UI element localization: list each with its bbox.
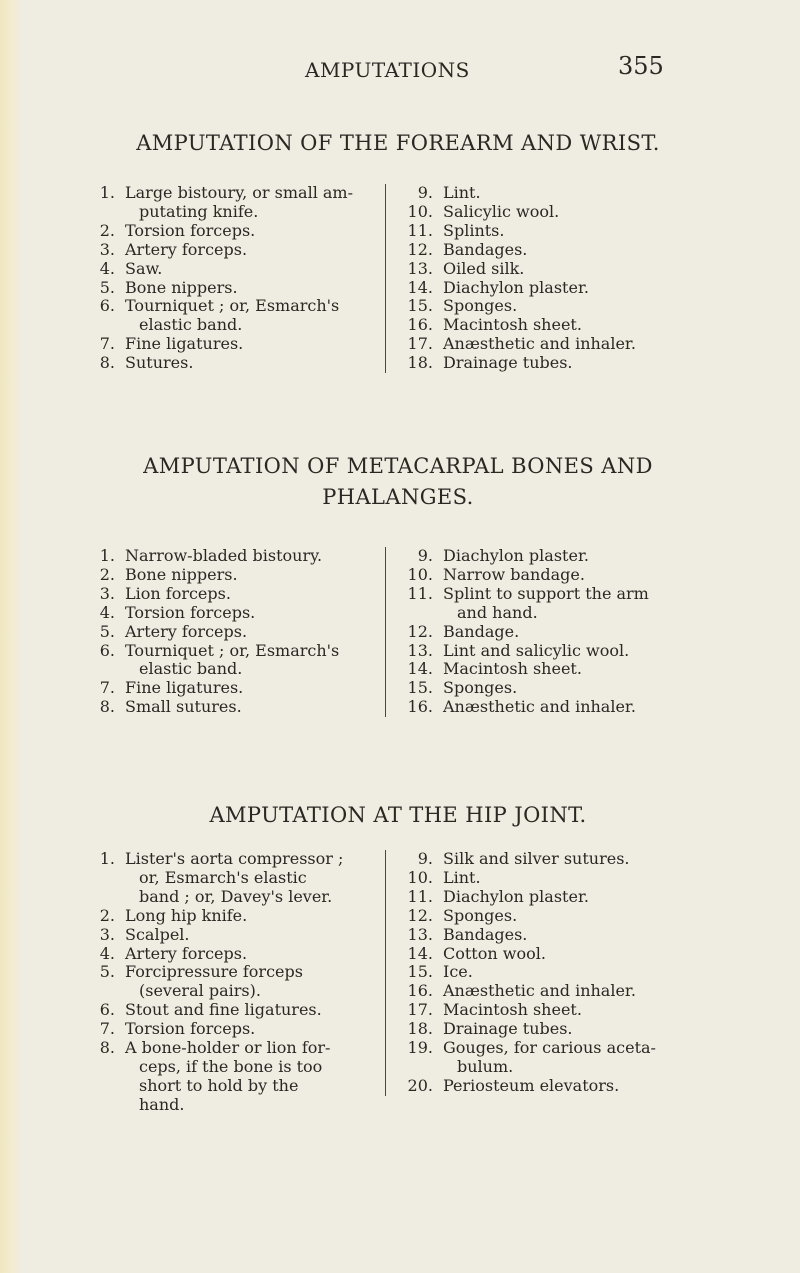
item-text — [125, 945, 372, 964]
section-title — [18, 451, 778, 513]
item-number: 3. — [99, 583, 115, 603]
item-number: 9. — [417, 849, 433, 868]
item-number: 6. — [99, 1000, 115, 1020]
item-text — [443, 547, 710, 566]
list-item — [400, 241, 710, 260]
item-text-line: Salicylic wool. — [443, 201, 560, 221]
item-text — [443, 203, 710, 222]
running-head — [0, 52, 800, 92]
instrument-list-left — [82, 547, 372, 717]
item-text-line: Tourniquet ; or, Esmarch's — [125, 296, 340, 316]
item-text — [443, 888, 710, 907]
list-item — [82, 679, 372, 698]
list-item — [82, 850, 372, 907]
item-text — [443, 354, 710, 373]
item-text-line: Narrow bandage. — [443, 564, 585, 584]
item-text — [125, 260, 372, 279]
item-text-line: hand. — [139, 1094, 185, 1114]
item-text — [443, 869, 710, 888]
item-text-line: Splint to support the arm — [443, 583, 649, 603]
item-text-line: Stout and fine ligatures. — [125, 1000, 322, 1020]
item-text — [125, 698, 372, 717]
item-text-line: Bandage. — [443, 621, 520, 641]
section-title: AMPUTATION AT THE HIP JOINT. — [209, 803, 587, 827]
item-text-line: Bandages. — [443, 239, 528, 259]
item-text — [443, 982, 710, 1001]
item-number: 9. — [417, 546, 433, 565]
list-item — [400, 1039, 710, 1077]
item-number: 4. — [99, 258, 115, 278]
list-item — [400, 260, 710, 279]
section-title-line: AMPUTATION OF METACARPAL BONES AND — [143, 454, 653, 478]
item-number: 10. — [407, 564, 433, 584]
item-text-line: Long hip knife. — [125, 905, 248, 925]
item-text — [443, 907, 710, 926]
item-number: 6. — [99, 296, 115, 316]
item-number: 14. — [407, 943, 433, 963]
item-text — [443, 698, 710, 717]
item-text-line: Fine ligatures. — [125, 678, 244, 698]
item-text-line: bulum. — [457, 1056, 514, 1076]
item-text — [125, 585, 372, 604]
item-number: 9. — [417, 183, 433, 202]
item-text — [125, 335, 372, 354]
item-number: 14. — [407, 277, 433, 297]
item-text-line: Oiled silk. — [443, 258, 525, 278]
item-text-line: Lint. — [443, 867, 481, 887]
item-text-line: Diachylon plaster. — [443, 546, 589, 565]
list-item — [400, 869, 710, 888]
list-item — [400, 623, 710, 642]
item-text-line: Artery forceps. — [125, 239, 248, 259]
list-item — [400, 926, 710, 945]
item-text — [125, 907, 372, 926]
list-item — [400, 222, 710, 241]
item-number: 3. — [99, 924, 115, 944]
item-number: 1. — [99, 546, 115, 565]
item-text-line: Sponges. — [443, 296, 518, 316]
item-number: 7. — [99, 334, 115, 354]
item-text — [125, 547, 372, 566]
item-text-line: Sponges. — [443, 905, 518, 925]
instrument-list-right — [385, 850, 710, 1096]
item-text-line: Sponges. — [443, 678, 518, 698]
item-text-line: Forcipressure forceps — [125, 962, 303, 982]
item-text-line: Gouges, for carious aceta- — [443, 1038, 656, 1058]
list-item — [82, 184, 372, 222]
item-text — [443, 642, 710, 661]
item-text — [443, 297, 710, 316]
list-item — [82, 642, 372, 680]
item-text-line: Large bistoury, or small am- — [125, 183, 354, 202]
item-text-line: Silk and silver sutures. — [443, 849, 630, 868]
item-text — [443, 241, 710, 260]
list-item — [82, 963, 372, 1001]
item-number: 10. — [407, 867, 433, 887]
item-text-line: Torsion forceps. — [125, 602, 256, 622]
item-number: 5. — [99, 962, 115, 982]
item-text — [443, 335, 710, 354]
list-item — [400, 566, 710, 585]
item-text-line: elastic band. — [139, 659, 243, 679]
item-text-line: Anæsthetic and inhaler. — [443, 981, 636, 1001]
item-text-line: Bone nippers. — [125, 277, 238, 297]
item-text — [125, 222, 372, 241]
list-item — [400, 354, 710, 373]
item-text — [443, 184, 710, 203]
item-number: 15. — [407, 296, 433, 316]
item-number: 18. — [407, 353, 433, 373]
item-text-line: elastic band. — [139, 315, 243, 335]
item-text-line: Macintosh sheet. — [443, 315, 582, 335]
item-text-line: Lint and salicylic wool. — [443, 640, 630, 660]
list-item — [82, 260, 372, 279]
section-title: AMPUTATION OF THE FOREARM AND WRIST. — [136, 131, 660, 155]
item-number: 1. — [99, 849, 115, 868]
list-item — [400, 1001, 710, 1020]
item-number: 8. — [99, 697, 115, 717]
item-number: 14. — [407, 659, 433, 679]
list-item — [82, 566, 372, 585]
item-text-line: Torsion forceps. — [125, 220, 256, 240]
list-item — [82, 1020, 372, 1039]
item-text — [443, 260, 710, 279]
item-number: 13. — [407, 924, 433, 944]
item-text — [125, 623, 372, 642]
item-number: 8. — [99, 1038, 115, 1058]
list-item — [400, 1077, 710, 1096]
list-item — [400, 335, 710, 354]
item-number: 11. — [407, 220, 433, 240]
section-hip-joint — [0, 800, 800, 1114]
item-number: 5. — [99, 621, 115, 641]
item-text-line: band ; or, Davey's lever. — [139, 886, 333, 906]
item-text — [443, 660, 710, 679]
item-text — [125, 1001, 372, 1020]
item-number: 2. — [99, 905, 115, 925]
list-item — [82, 547, 372, 566]
section-title-line: PHALANGES. — [322, 485, 474, 509]
list-item — [400, 660, 710, 679]
item-text — [443, 566, 710, 585]
list-item — [82, 297, 372, 335]
page-edge — [0, 0, 22, 1273]
item-text-line: short to hold by the — [139, 1075, 299, 1095]
list-item — [400, 679, 710, 698]
item-text-line: Diachylon plaster. — [443, 886, 589, 906]
item-text-line: Bandages. — [443, 924, 528, 944]
instrument-list-right — [385, 547, 710, 717]
item-text — [125, 679, 372, 698]
list-item — [82, 926, 372, 945]
item-text-line: Sutures. — [125, 353, 194, 373]
list-item — [400, 1020, 710, 1039]
section-metacarpal-phalanges — [0, 451, 800, 717]
item-text-line: Anæsthetic and inhaler. — [443, 334, 636, 354]
item-number: 2. — [99, 564, 115, 584]
item-number: 3. — [99, 239, 115, 259]
item-text-line: Scalpel. — [125, 924, 190, 944]
item-text-line: Tourniquet ; or, Esmarch's — [125, 640, 340, 660]
item-number: 16. — [407, 981, 433, 1001]
item-text-line: Periosteum elevators. — [443, 1075, 620, 1095]
item-text — [443, 1001, 710, 1020]
item-number: 17. — [407, 1000, 433, 1020]
list-item — [400, 698, 710, 717]
item-text — [443, 1077, 710, 1096]
list-item — [400, 585, 710, 623]
item-text — [125, 184, 372, 222]
list-item — [82, 945, 372, 964]
list-item — [82, 335, 372, 354]
item-text — [443, 1039, 710, 1077]
list-item — [400, 982, 710, 1001]
list-item — [400, 850, 710, 869]
item-text-line: Artery forceps. — [125, 943, 248, 963]
item-text — [125, 297, 372, 335]
list-item — [82, 623, 372, 642]
item-text — [125, 963, 372, 1001]
item-number: 5. — [99, 277, 115, 297]
item-text-line: (several pairs). — [139, 981, 261, 1001]
list-item — [400, 888, 710, 907]
list-item — [82, 1039, 372, 1115]
item-text-line: Drainage tubes. — [443, 1019, 573, 1039]
item-text-line: Saw. — [125, 258, 163, 278]
list-item — [82, 604, 372, 623]
item-number: 6. — [99, 640, 115, 660]
list-item — [82, 222, 372, 241]
item-text-line: Bone nippers. — [125, 564, 238, 584]
item-text — [125, 279, 372, 298]
item-text-line: ceps, if the bone is too — [139, 1056, 323, 1076]
item-text — [443, 222, 710, 241]
list-item — [82, 1001, 372, 1020]
item-text-line: Macintosh sheet. — [443, 659, 582, 679]
item-text-line: Anæsthetic and inhaler. — [443, 697, 636, 717]
list-item — [82, 698, 372, 717]
item-text — [125, 642, 372, 680]
list-item — [400, 642, 710, 661]
item-text-line: or, Esmarch's elastic — [139, 867, 307, 887]
item-text-line: Drainage tubes. — [443, 353, 573, 373]
item-text — [443, 850, 710, 869]
item-number: 4. — [99, 943, 115, 963]
item-number: 1. — [99, 183, 115, 202]
item-text-line: Cotton wool. — [443, 943, 546, 963]
item-text-line: A bone-holder or lion for- — [125, 1038, 331, 1058]
list-item — [400, 945, 710, 964]
item-text-line: Splints. — [443, 220, 505, 240]
list-item — [82, 907, 372, 926]
item-text-line: Macintosh sheet. — [443, 1000, 582, 1020]
item-text — [443, 1020, 710, 1039]
item-text — [125, 566, 372, 585]
page-number: 355 — [618, 52, 664, 80]
item-text-line: Fine ligatures. — [125, 334, 244, 354]
item-text — [443, 279, 710, 298]
list-item — [82, 585, 372, 604]
list-item — [400, 316, 710, 335]
item-number: 13. — [407, 258, 433, 278]
item-text-line: Small sutures. — [125, 697, 242, 717]
item-number: 4. — [99, 602, 115, 622]
list-item — [82, 241, 372, 260]
list-item — [400, 547, 710, 566]
item-text-line: Lister's aorta compressor ; — [125, 849, 344, 868]
item-number: 15. — [407, 962, 433, 982]
item-number: 16. — [407, 697, 433, 717]
item-text — [125, 354, 372, 373]
item-number: 2. — [99, 220, 115, 240]
item-number: 13. — [407, 640, 433, 660]
item-number: 20. — [407, 1075, 433, 1095]
item-text — [443, 926, 710, 945]
item-number: 18. — [407, 1019, 433, 1039]
list-item — [82, 354, 372, 373]
list-item — [400, 297, 710, 316]
item-number: 7. — [99, 678, 115, 698]
list-item — [400, 279, 710, 298]
item-text-line: Diachylon plaster. — [443, 277, 589, 297]
item-text-line: Ice. — [443, 962, 473, 982]
item-text — [125, 926, 372, 945]
instrument-list-left — [82, 850, 372, 1115]
instrument-list-left — [82, 184, 372, 373]
item-text — [443, 585, 710, 623]
item-number: 8. — [99, 353, 115, 373]
item-number: 11. — [407, 886, 433, 906]
item-text — [125, 604, 372, 623]
list-item — [400, 963, 710, 982]
item-text-line: Torsion forceps. — [125, 1019, 256, 1039]
item-number: 11. — [407, 583, 433, 603]
item-text — [125, 1039, 372, 1115]
item-text — [443, 945, 710, 964]
instrument-list-right — [385, 184, 710, 373]
item-number: 12. — [407, 621, 433, 641]
item-text — [443, 316, 710, 335]
list-item — [400, 907, 710, 926]
item-number: 7. — [99, 1019, 115, 1039]
item-text-line: Artery forceps. — [125, 621, 248, 641]
item-text — [443, 623, 710, 642]
item-number: 12. — [407, 239, 433, 259]
item-number: 19. — [407, 1038, 433, 1058]
item-text — [125, 1020, 372, 1039]
list-item — [82, 279, 372, 298]
item-text — [125, 850, 372, 907]
item-text — [125, 241, 372, 260]
item-text — [443, 963, 710, 982]
section-forearm-wrist — [0, 128, 800, 373]
list-item — [400, 203, 710, 222]
item-number: 12. — [407, 905, 433, 925]
item-text-line: putating knife. — [139, 201, 259, 221]
item-text-line: Lint. — [443, 183, 481, 202]
list-item — [400, 184, 710, 203]
item-text — [443, 679, 710, 698]
item-text-line: Narrow-bladed bistoury. — [125, 546, 323, 565]
item-number: 10. — [407, 201, 433, 221]
item-text-line: and hand. — [457, 602, 538, 622]
item-number: 17. — [407, 334, 433, 354]
item-text-line: Lion forceps. — [125, 583, 231, 603]
item-number: 15. — [407, 678, 433, 698]
running-title: AMPUTATIONS — [305, 58, 470, 82]
item-number: 16. — [407, 315, 433, 335]
